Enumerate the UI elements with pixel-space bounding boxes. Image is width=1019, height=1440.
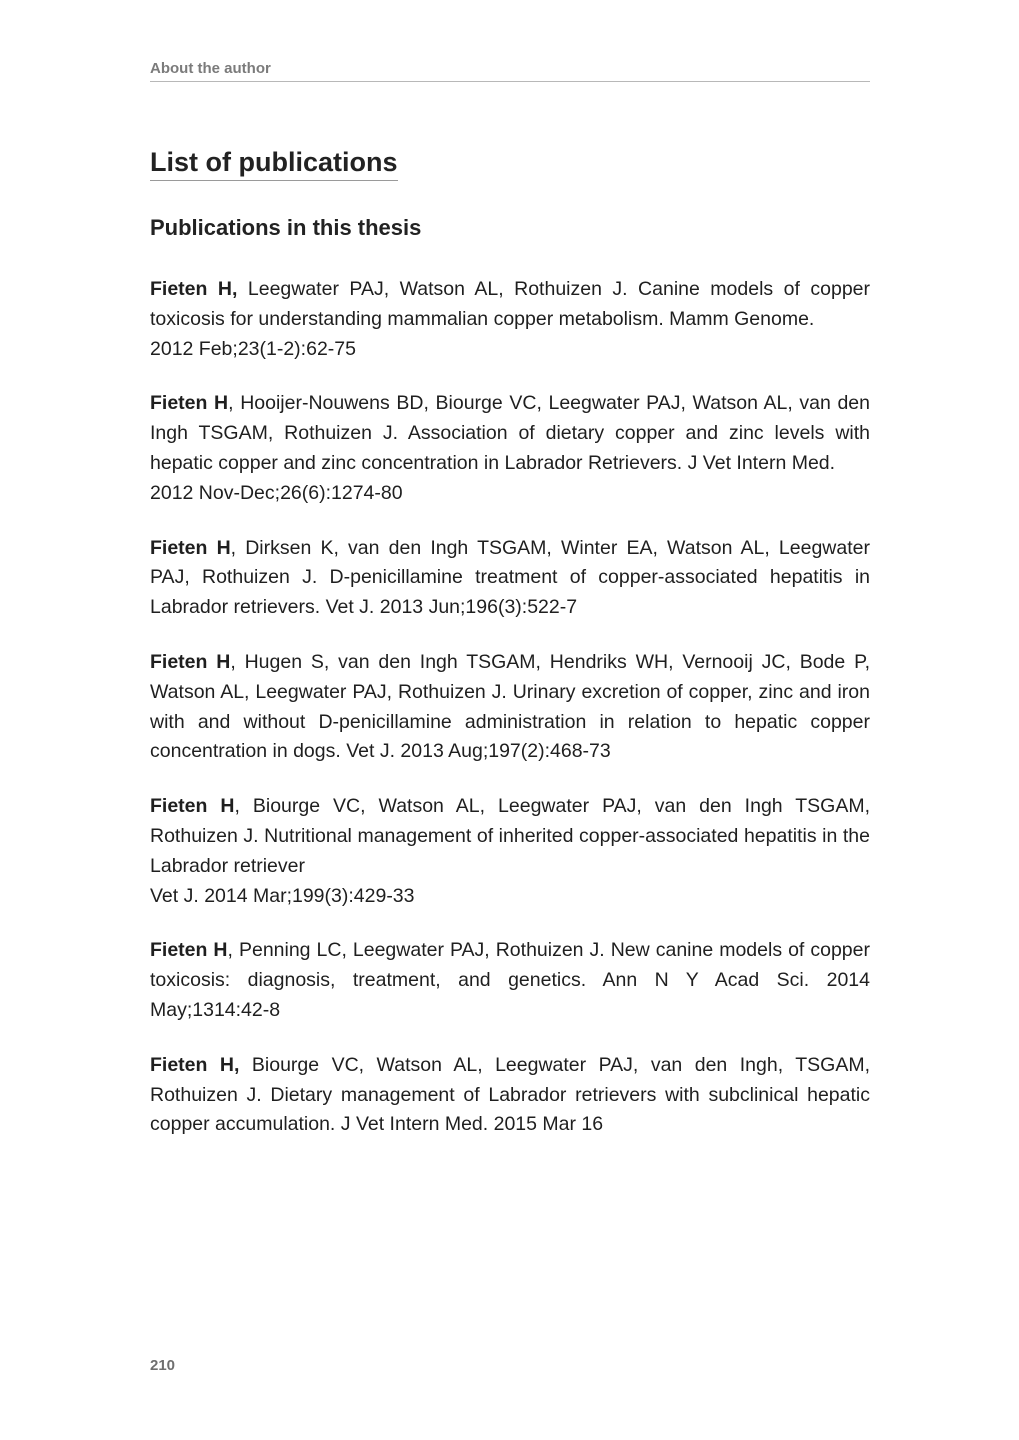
running-header-title: About the author [150,60,271,77]
publication-citation: , Biourge VC, Watson AL, Leegwater PAJ, van den Ingh TSGAM, Rothuizen J. Nutritional management of inherited copper-associated hepatitis in the Labrador retriever [150,795,870,877]
page-number: 210 [150,1357,176,1374]
publication-list [150,275,870,1165]
publication-author: Fieten H [150,795,235,818]
publication-author: Fieten H [150,392,229,415]
publication-citation: , Hugen S, van den Ingh TSGAM, Hendriks WH, Vernooij JC, Bode P, Watson AL, Leegwater PAJ, Rothuizen J. Urinary excretion of copper, zinc and iron with and without D-penicillamine administration in relation to hepatic copper concentration in dogs. Vet J. 2013 Aug;197(2):468-73 [150,650,870,763]
publication-item [150,275,870,364]
publication-citation: , Hooijer-Nouwens BD, Biourge VC, Leegwater PAJ, Watson AL, van den Ingh TSGAM, Rothuizen J. Association of dietary copper and zinc levels with hepatic copper and zinc concentration in Labrador Retrievers. J Vet Intern Med. [150,392,870,474]
publication-author: Fieten H [150,536,231,559]
publication-item [150,389,870,508]
publication-citation: , Penning LC, Leegwater PAJ, Rothuizen J. New canine models of copper toxicosis: diagnosis, treatment, and genetics. Ann N Y Acad Sci. 2014 May;1314:42-8 [150,939,870,1021]
publication-citation: Biourge VC, Watson AL, Leegwater PAJ, van den Ingh, TSGAM, Rothuizen J. Dietary management of Labrador retrievers with subclinical hepatic copper accumulation. J Vet Intern Med. 2015 Mar 16 [150,1053,871,1136]
publication-item [150,936,870,1025]
publication-citation-continued: 2012 Feb;23(1-2):62-75 [150,337,356,360]
publication-item [150,534,870,623]
running-header [150,60,870,82]
publication-citation: , Dirksen K, van den Ingh TSGAM, Winter EA, Watson AL, Leegwater PAJ, Rothuizen J. D-penicillamine treatment of copper-associated hepatitis in Labrador retrievers. Vet J. 2013 Jun;196(3):522-7 [150,536,870,619]
publication-item [150,792,870,911]
publication-item [150,648,870,767]
publication-author: Fieten H, [150,278,238,300]
page-title: List of publications [150,145,398,181]
section-title: Publications in this thesis [150,215,422,240]
publication-citation: Leegwater PAJ, Watson AL, Rothuizen J. Canine models of copper toxicosis for understanding mammalian copper metabolism. Mamm Genome. [150,278,870,330]
publication-item [150,1051,870,1140]
publication-author: Fieten H, [150,1053,240,1076]
publication-author: Fieten H [150,939,228,962]
publication-author: Fieten H [150,650,231,673]
publication-citation-continued: Vet J. 2014 Mar;199(3):429-33 [150,884,415,907]
publication-citation-continued: 2012 Nov-Dec;26(6):1274-80 [150,481,403,504]
